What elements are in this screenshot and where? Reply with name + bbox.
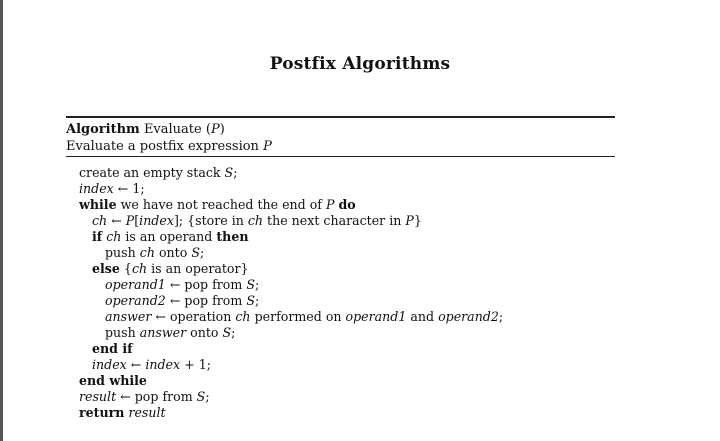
comment-text: {store in: [187, 213, 244, 228]
var-index: index: [92, 357, 127, 372]
var-ch: ch: [247, 213, 264, 228]
algorithm-keyword: Algorithm: [66, 122, 140, 137]
assign-arrow: ←: [111, 213, 122, 228]
var-ch: ch: [92, 213, 108, 228]
assign-arrow: ←: [155, 309, 166, 324]
push-text: push: [105, 245, 136, 260]
var-index: index: [139, 213, 174, 228]
code-line-5: [92, 229, 249, 245]
performed-on-text: performed on: [254, 309, 342, 324]
var-ch: ch: [235, 309, 251, 324]
var-result: result: [79, 389, 117, 404]
code-line-9: operand2 ← pop from S;: [105, 293, 260, 308]
code-line-14: [79, 373, 147, 389]
code-line-10: answer ← operation ch performed on operand1 and operand2;: [105, 309, 504, 324]
then-keyword: then: [216, 229, 249, 244]
code-line-2: [79, 181, 145, 197]
while-condition: we have not reached the end of: [120, 197, 322, 212]
var-ch: ch: [139, 245, 155, 260]
var-S: S: [191, 245, 200, 260]
assign-arrow: ←: [120, 389, 131, 404]
end-if-keyword: end if: [92, 341, 133, 356]
comment-text: the next character in: [267, 213, 402, 228]
description-var: P: [263, 139, 272, 154]
if-keyword: if: [92, 229, 103, 244]
operation-text: operation: [169, 309, 232, 324]
var-S: S: [224, 165, 234, 180]
var-index: index: [79, 181, 114, 196]
code-line-1: create an empty stack S;: [79, 165, 238, 180]
onto-text: onto: [158, 245, 188, 260]
var-operand2: operand2: [438, 309, 499, 324]
var-index: index: [145, 357, 181, 372]
pop-text: pop from: [134, 389, 193, 404]
code-line-16: [79, 405, 166, 421]
algorithm-param: P: [210, 122, 220, 137]
code-line-11: push answer onto S;: [105, 325, 236, 340]
var-S: S: [246, 277, 255, 292]
code-line-6: push ch onto S;: [105, 245, 205, 260]
var-operand1: operand1: [345, 309, 407, 324]
push-text: push: [105, 325, 136, 340]
var-P: P: [405, 213, 414, 228]
return-keyword: return: [79, 405, 125, 420]
var-S: S: [246, 293, 255, 308]
literal-one: 1;: [132, 181, 145, 196]
var-answer: answer: [139, 325, 187, 340]
var-answer: answer: [105, 309, 152, 324]
header-rule: [66, 156, 615, 157]
assign-arrow: ←: [130, 357, 142, 372]
var-P: P: [325, 197, 335, 212]
code-line-7: else {ch is an operator}: [92, 261, 249, 276]
description-text: Evaluate a postfix expression: [66, 139, 259, 154]
top-rule: [66, 116, 615, 118]
var-operand1: operand1: [105, 277, 166, 292]
and-text: and: [410, 309, 435, 324]
code-line-3: [79, 197, 356, 213]
pop-text: pop from: [184, 277, 243, 292]
pop-text: pop from: [184, 293, 243, 308]
plus-one-text: + 1;: [184, 357, 211, 372]
comment-text: is an operator}: [151, 261, 249, 276]
onto-text: onto: [190, 325, 219, 340]
var-ch: ch: [106, 229, 122, 244]
algorithm-description: [66, 138, 272, 155]
var-result: result: [128, 405, 166, 420]
code-line-12: [92, 341, 133, 357]
algorithm-header: Algorithm Evaluate (P): [66, 122, 225, 137]
var-P: P: [125, 213, 135, 228]
page-title: Postfix Algorithms: [269, 54, 451, 74]
algorithm-name: Evaluate: [143, 122, 202, 137]
assign-arrow: ←: [169, 293, 181, 308]
else-keyword: else: [92, 261, 120, 276]
code-line-15: result ← pop from S;: [79, 389, 210, 404]
var-operand2: operand2: [105, 293, 166, 308]
end-while-keyword: end while: [79, 373, 147, 388]
assign-arrow: ←: [117, 181, 129, 196]
create-stack-text: create an empty stack: [79, 165, 221, 180]
var-ch: ch: [131, 261, 148, 276]
assign-arrow: ←: [169, 277, 181, 292]
do-keyword: do: [338, 197, 356, 212]
condition-text: is an operand: [125, 229, 213, 244]
code-line-13: [92, 357, 211, 373]
var-S: S: [222, 325, 232, 340]
while-keyword: while: [79, 197, 117, 212]
code-line-8: operand1 ← pop from S;: [105, 277, 260, 292]
code-line-4: ch ← P[index]; {store in ch the next character in P}: [92, 213, 422, 228]
var-S: S: [196, 389, 206, 404]
